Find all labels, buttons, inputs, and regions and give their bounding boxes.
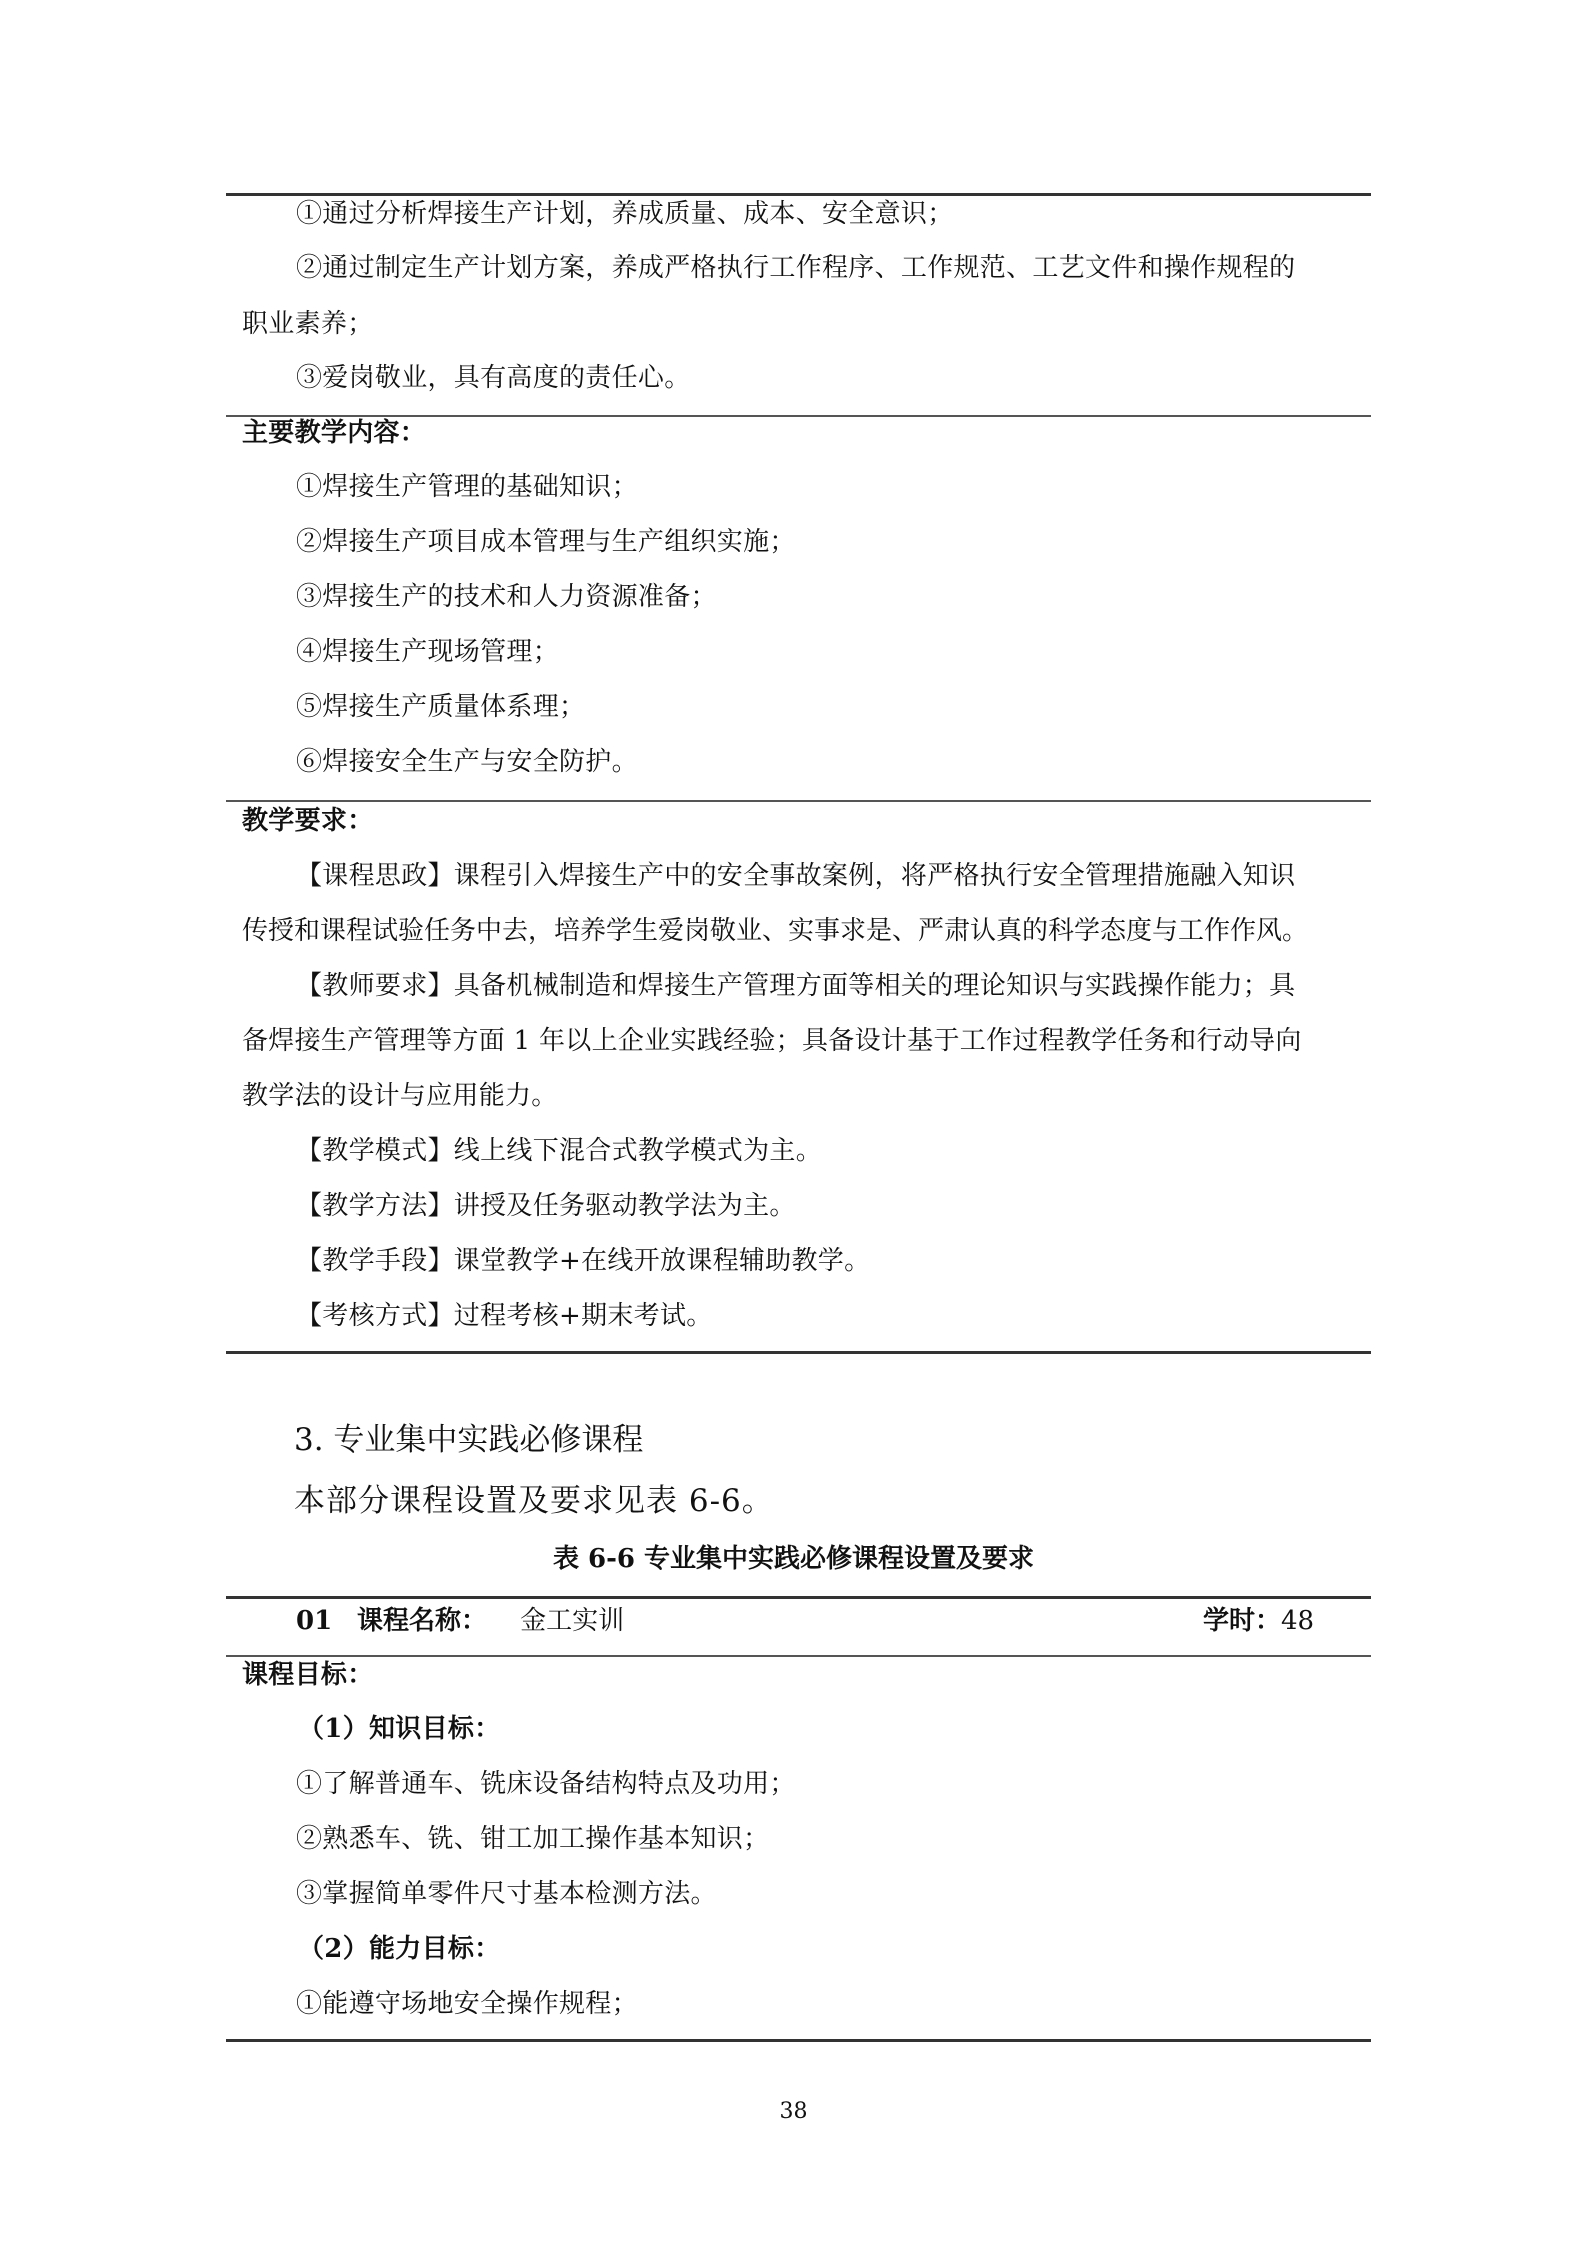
requirements-line-2: 传授和课程试验任务中去，培养学生爱岗敬业、实事求是、严肃认真的科学态度与工作作风。 [242, 916, 1309, 946]
row-divider [226, 1655, 1371, 1657]
main-content-item-4: ④焊接生产现场管理； [296, 637, 560, 667]
knowledge-goals-heading: （1）知识目标： [298, 1714, 501, 1744]
table-top-rule [226, 1596, 1371, 1599]
requirements-heading: 教学要求： [242, 806, 374, 836]
quality-goal-2: ②通过制定生产计划方案，养成严格执行工作程序、工作规范、工艺文件和操作规程的 [296, 253, 1296, 283]
main-content-item-6: ⑥焊接安全生产与安全防护。 [296, 747, 638, 777]
requirements-line-5: 教学法的设计与应用能力。 [242, 1081, 558, 1111]
course-name-label: 课程名称： [356, 1606, 487, 1636]
course-number: 01 [296, 1606, 333, 1636]
quality-goal-3: ③爱岗敬业，具有高度的责任心。 [296, 363, 691, 393]
section-description: 本部分课程设置及要求见表 6-6。 [294, 1483, 774, 1519]
page-number: 38 [779, 2099, 808, 2124]
requirements-line-9: 【考核方式】过程考核+期末考试。 [296, 1301, 713, 1331]
course-hours-value: 48 [1281, 1606, 1315, 1636]
main-content-item-2: ②焊接生产项目成本管理与生产组织实施； [296, 527, 796, 557]
course-title-row [296, 1603, 624, 1639]
main-content-heading: 主要教学内容： [242, 418, 427, 448]
main-content-item-3: ③焊接生产的技术和人力资源准备； [296, 582, 717, 612]
requirements-line-4: 备焊接生产管理等方面 1 年以上企业实践经验；具备设计基于工作过程教学任务和行动导向 [242, 1026, 1302, 1056]
table-bottom-rule [226, 2039, 1371, 2042]
requirements-line-1: 【课程思政】课程引入焊接生产中的安全事故案例，将严格执行安全管理措施融入知识 [296, 861, 1296, 891]
quality-goal-2-cont: 职业素养； [242, 309, 374, 339]
course-hours-label: 学时： [1203, 1606, 1282, 1636]
requirements-line-6: 【教学模式】线上线下混合式教学模式为主。 [296, 1136, 823, 1166]
ability-goals-heading: （2）能力目标： [298, 1934, 501, 1964]
course-name: 金工实训 [520, 1606, 625, 1636]
course-hours [1203, 1603, 1314, 1639]
knowledge-goal-2: ②熟悉车、铣、钳工加工操作基本知识； [296, 1824, 770, 1854]
table-caption: 表 6-6 专业集中实践必修课程设置及要求 [552, 1544, 1035, 1574]
table-bottom-rule [226, 1351, 1371, 1354]
main-content-item-5: ⑤焊接生产质量体系理； [296, 692, 586, 722]
quality-goal-1: ①通过分析焊接生产计划，养成质量、成本、安全意识； [296, 199, 954, 229]
requirements-line-3: 【教师要求】具备机械制造和焊接生产管理方面等相关的理论知识与实践操作能力；具 [296, 971, 1296, 1001]
ability-goal-1: ①能遵守场地安全操作规程； [296, 1989, 638, 2019]
course-goals-heading: 课程目标： [242, 1660, 374, 1690]
section-heading: 3. 专业集中实践必修课程 [294, 1422, 644, 1458]
requirements-line-7: 【教学方法】讲授及任务驱动教学法为主。 [296, 1191, 796, 1221]
knowledge-goal-3: ③掌握简单零件尺寸基本检测方法。 [296, 1879, 717, 1909]
knowledge-goal-1: ①了解普通车、铣床设备结构特点及功用； [296, 1769, 796, 1799]
row-divider [226, 800, 1371, 802]
main-content-item-1: ①焊接生产管理的基础知识； [296, 472, 638, 502]
requirements-line-8: 【教学手段】课堂教学+在线开放课程辅助教学。 [296, 1246, 871, 1276]
